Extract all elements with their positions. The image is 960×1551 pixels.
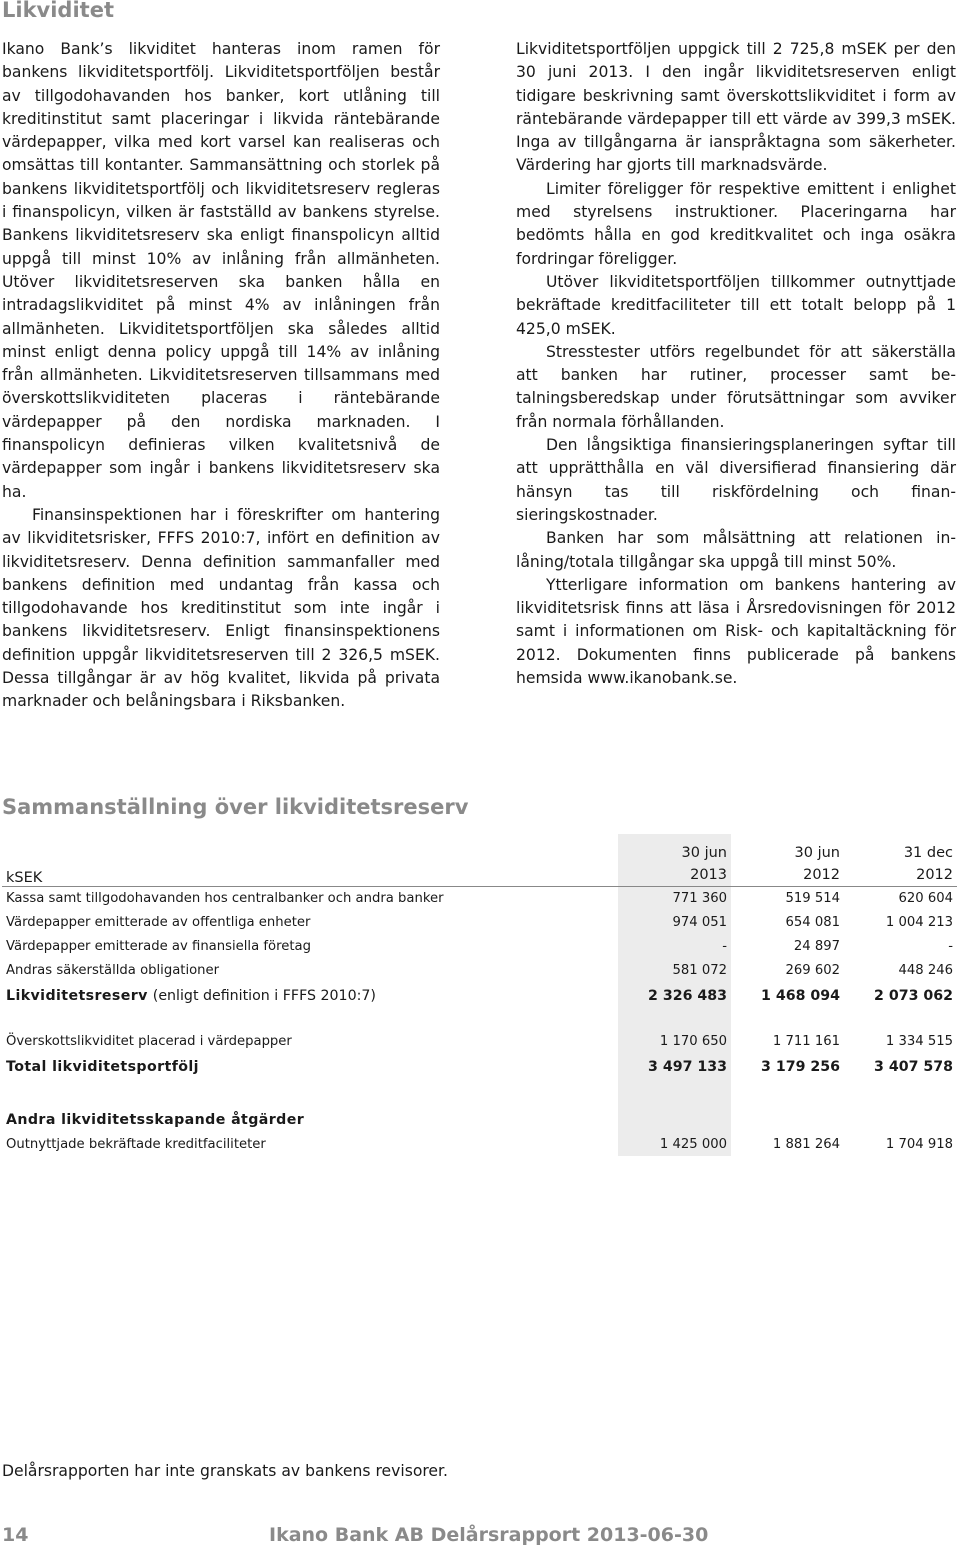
cell-value: 974 051	[618, 910, 731, 934]
cell-value: 3 497 133	[618, 1053, 731, 1080]
row-label	[2, 1053, 618, 1080]
cell-value: 620 604	[898, 890, 953, 906]
cell-value: 1 425 000	[618, 1132, 731, 1156]
table-row	[2, 1132, 957, 1156]
spacer-row	[2, 1080, 957, 1108]
cell-value: 1 711 161	[772, 1033, 840, 1049]
cell-value: 269 602	[785, 962, 840, 978]
cell-value: 2 073 062	[874, 987, 953, 1004]
cell-value: 2 326 483	[618, 982, 731, 1009]
definition-note: (enligt definition i FFFS 2010:7)	[152, 987, 376, 1004]
cell-value: 771 360	[618, 886, 731, 910]
column-header: 31 dec 2012	[844, 834, 957, 886]
page-number: 14	[2, 1524, 29, 1546]
paragraph: Ikano Bank’s likviditet hanteras inom ramen för bankens likviditetsportfölj. Likviditetsportföljen består av tillgodohavanden hos banker, kort utlåning till kreditinstitut samt placeringar i likvida räntebärande värdepapper, vilka med kort varsel kan realiseras och omsättas till kontanter. Sammansättning och storlek på bankens likviditetsportfölj och likviditetsreserv regleras i finanspolicyn, vilken är fastställd av bankens styrelse. Bankens likviditetsreserv ska enligt finanspolicyn alltid uppgå till minst 10% av inlåning från allmänheten. Utöver likviditetsreserven ska banken hålla en intradagslikviditet på minst 4% av inlåningen från allmänheten. Likviditetsportföljen ska således alltid minst enligt denna policy uppgå till 14% av inlåning från allmänheten. Likviditetsreserven tillsammans med överskottslikviditeten placeras i räntebärande värdepapper på den nordiska marknaden. I finanspolicyn definieras vilken kvalitetsnivå de värdepapper som ingår i bankens likviditetsreserv ska ha.	[2, 40, 440, 501]
page-heading: Likviditet	[2, 0, 114, 22]
cell-value: 1 004 213	[885, 914, 953, 930]
paragraph: Ytterligare information om bankens hantering av likviditetsrisk finns att läsa i Årsredovisningen för 2012 samt i informationen om Risk- och kapitaltäckning för 2012. Dokumenten finns publicerade på bankens hemsida www.ikanobank.se.	[516, 575, 956, 688]
cell-value: -	[618, 934, 731, 958]
cell-value: 1 170 650	[618, 1029, 731, 1053]
table-row	[2, 934, 957, 958]
audit-footnote: Delårsrapporten har inte granskats av bankens revisorer.	[2, 1462, 448, 1480]
cell-value: 3 179 256	[761, 1058, 840, 1075]
paragraph: Stresstester utförs regelbundet för att säkerställa att banken har rutiner, processer samt betalningsberedskap under förutsättningar som avviker från normala förhållanden.	[516, 342, 956, 431]
cell-value: 519 514	[785, 890, 840, 906]
row-label: Överskottslikviditet placerad i värdepapper	[6, 1033, 292, 1049]
table-row	[2, 910, 957, 934]
cell-value: 1 881 264	[772, 1136, 840, 1152]
paragraph: Utöver likviditetsportföljen tillkommer outnyttjade bekräftade kreditfaciliteter till ett totalt belopp på 1 425,0 mSEK.	[516, 272, 956, 338]
row-label: Andras säkerställda obligationer	[6, 962, 220, 978]
cell-value: 448 246	[898, 962, 953, 978]
portfolio-total-row	[2, 1053, 957, 1080]
table-header-row	[2, 834, 957, 886]
right-text-column	[516, 38, 956, 690]
cell-value: 1 334 515	[885, 1033, 953, 1049]
paragraph: Banken har som målsättning att relationen inlåning/totala tillgångar ska uppgå till minst 50%.	[516, 529, 956, 571]
table-row	[2, 886, 957, 910]
cell-value: 1 704 918	[885, 1136, 953, 1152]
paragraph: Finansinspektionen har i föreskrifter om hantering av likviditetsrisker, FFFS 2010:7, infört en definition av likviditetsreserv. Denna definition sammanfaller med bankens definition med undantag från kassa och tillgodohavande hos kreditinstitut som inte ingår i bankens likviditetsreserv. Enligt finansinspektionens definition uppgår likviditetsreserven till 2 326,5 mSEK. Dessa tillgångar är av hög kvalitet, likvida på privata marknader och belåningsbara i Riksbanken.	[2, 505, 440, 711]
left-text-column	[2, 38, 440, 714]
total-label: Total likviditetsportfölj	[6, 1058, 199, 1075]
cell-value: 24 897	[793, 938, 840, 954]
spacer-row	[2, 1009, 957, 1029]
document-title: Ikano Bank AB Delårsrapport 2013-06-30	[269, 1524, 709, 1546]
column-header: 30 jun 2012	[731, 834, 844, 886]
column-header: 30 jun 2013	[618, 834, 731, 886]
cell-value: -	[948, 938, 953, 954]
unit-label: kSEK	[2, 834, 618, 886]
cell-value: 3 407 578	[874, 1058, 953, 1075]
row-label: Outnyttjade bekräftade kreditfaciliteter	[6, 1136, 266, 1152]
row-label	[2, 982, 618, 1009]
cell-value: 1 468 094	[761, 987, 840, 1004]
total-label: Likviditetsreserv	[6, 987, 148, 1004]
paragraph: Limiter föreligger för respektive emittent i enlighet med styrelsens instruktioner. Placeringarna har bedömts hålla en god kreditkvalitet och inga osäkra fordringar föreligger.	[516, 179, 956, 268]
row-label: Värdepapper emitterade av offentliga enheter	[6, 914, 311, 930]
liquidity-reserve-table	[2, 834, 957, 1156]
table-row	[2, 958, 957, 982]
cell-value: 581 072	[618, 958, 731, 982]
row-label: Värdepapper emitterade av finansiella företag	[6, 938, 311, 954]
cell-value: 654 081	[785, 914, 840, 930]
table-title: Sammanställning över likviditetsreserv	[2, 795, 469, 819]
subheading-row	[2, 1108, 957, 1132]
table-row	[2, 1029, 957, 1053]
paragraph: Likviditetsportföljen uppgick till 2 725,8 mSEK per den 30 juni 2013. I den ingår likviditetsreserven enligt tidigare beskrivning samt överskottslikviditet i form av räntebärande värdepapper till ett värde av 399,3 mSEK. Inga av tillgångarna är ianspråktagna som säkerheter. Värdering har gjorts till marknadsvärde.	[516, 40, 956, 175]
subheading: Andra likviditetsskapande åtgärder	[6, 1112, 305, 1128]
reserve-total-row	[2, 982, 957, 1009]
paragraph: Den långsiktiga finansieringsplaneringen syftar till att upprätthålla en väl diversifierad finansiering där hänsyn tas till riskfördelning och finansieringskostnader.	[516, 436, 956, 524]
row-label: Kassa samt tillgodohavanden hos centralbanker och andra banker	[6, 890, 444, 906]
